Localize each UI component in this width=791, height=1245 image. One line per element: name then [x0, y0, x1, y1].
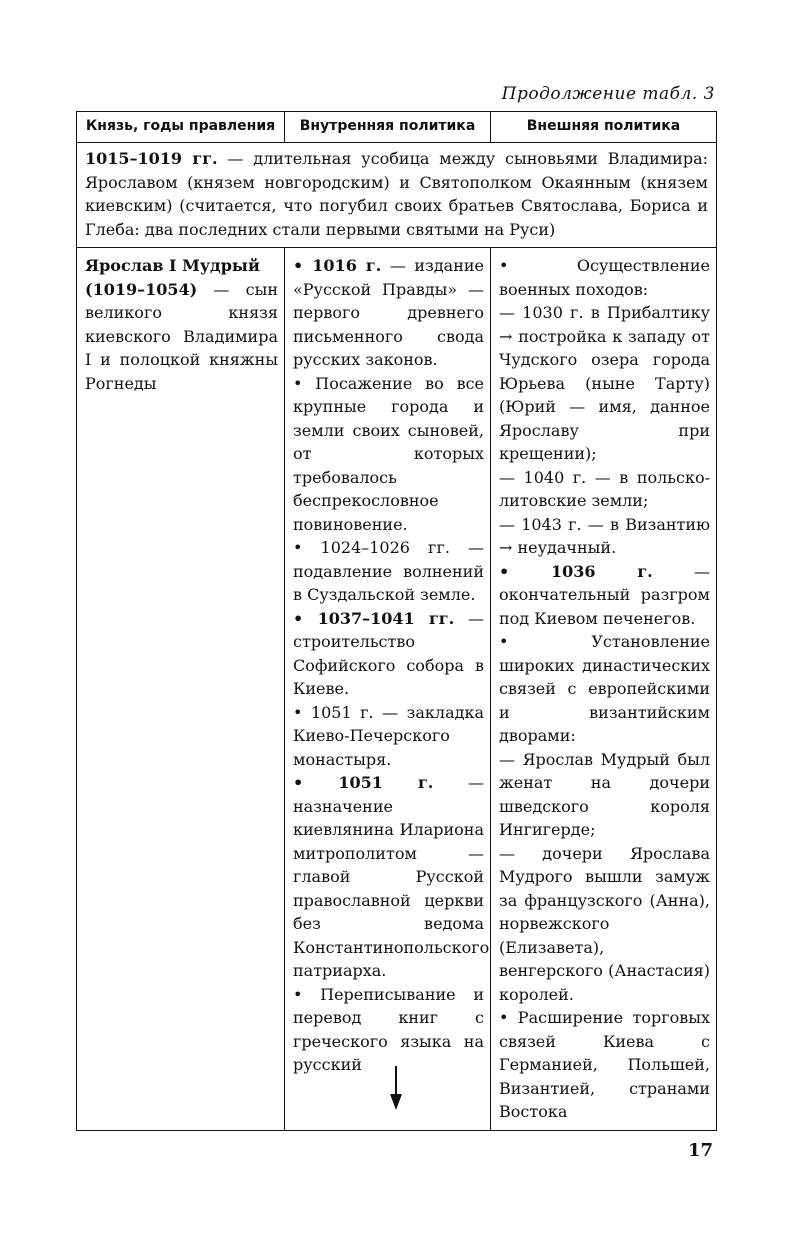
external-item: • Осуществление военных походов:: [499, 256, 710, 299]
history-table: [76, 111, 717, 1131]
external-item: — 1030 г. в Прибалтику → постройка к западу от Чудского озера города Юрьева (ныне Тарту) (Юрий — имя, данное Ярославу при крещении);: [499, 303, 710, 463]
header-external: Внешняя политика: [491, 112, 717, 143]
header-prince: Князь, годы правления: [77, 112, 285, 143]
external-item: • Расширение торговых связей Киева с Германией, Польшей, Византией, странами Востока: [499, 1008, 710, 1121]
header-internal: Внутренняя политика: [285, 112, 491, 143]
external-item: — 1043 г. — в Византию → неудачный.: [499, 514, 710, 557]
internal-item: • Посажение во все крупные города и земли своих сыновей, от которых требовалось беспрекословное повиновение.: [293, 373, 484, 534]
internal-item: • 1024–1026 гг. — подавление волнений в Суздальской земле.: [293, 538, 484, 604]
external-item: — дочери Ярослава Мудрого вышли замуж за французского (Анна), норвежского (Елизавета), венгерского (Анастасия) королей.: [499, 843, 710, 1004]
table-caption: Продолжение табл. 3: [501, 84, 715, 104]
continuation-arrow-icon: [388, 1066, 404, 1110]
external-item: — Ярослав Мудрый был женат на дочери шведского короля Ингигерде;: [499, 749, 710, 839]
prince-name: Ярослав I Мудрый: [85, 256, 260, 275]
feud-row: [77, 143, 717, 248]
internal-item: • Переписывание и перевод книг с греческого языка на русский: [293, 984, 484, 1074]
internal-item: • 1037–1041 гг. — строительство Софийского собора в Киеве.: [293, 608, 484, 698]
page-number: 17: [687, 1140, 713, 1161]
external-policy-cell: [491, 248, 717, 1131]
feud-text: — длительная усобица между сыновьями Владимира: Ярославом (князем новгородским) и Святополком Окаянным (князем киевским) (считается, что погубил своих братьев Святослава, Бориса и Глеба: два последних стали первыми святыми на Руси): [85, 149, 709, 239]
internal-item: • 1051 г. — закладка Киево-Печерского монастыря.: [293, 702, 484, 769]
internal-policy-cell: [285, 248, 491, 1131]
yaroslav-row: [77, 248, 717, 1131]
internal-item: • 1016 г. — издание «Русской Правды» — первого древнего письменного свода русских законов.: [293, 256, 484, 369]
external-item: • 1036 г. — окончательный разгром под Киевом печенегов.: [499, 561, 710, 628]
external-item: • Установление широких династических связей с европейскими и византийским дворами:: [499, 632, 710, 745]
prince-text: — сын великого князя киевского Владимира I и полоцкой княжны Рогнеды: [85, 279, 278, 393]
external-item: — 1040 г. — в польско-литовские земли;: [499, 467, 710, 510]
header-row: [77, 112, 717, 143]
prince-years: (1019–1054): [85, 279, 198, 299]
prince-cell: [77, 248, 285, 1131]
feud-cell: [77, 143, 717, 248]
internal-item: • 1051 г. — назначение киевлянина Илариона митрополитом — главой Русской православной церкви без ведома Константинопольского патриарха.: [293, 773, 490, 980]
feud-dates: 1015–1019 гг.: [85, 149, 218, 168]
